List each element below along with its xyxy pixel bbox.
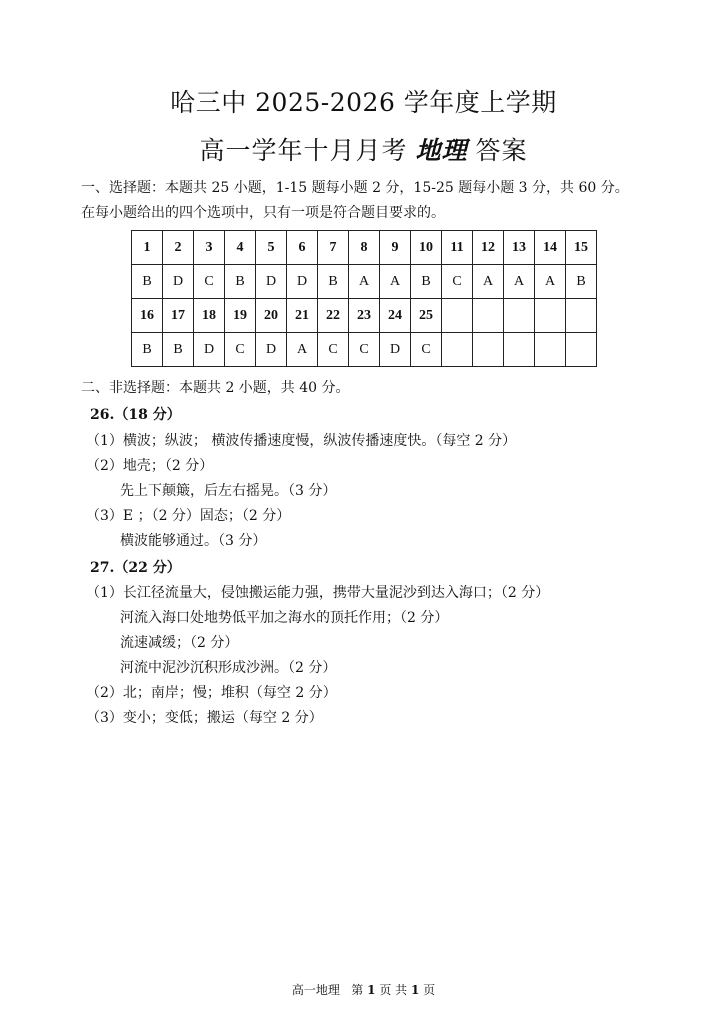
answer-cell: 22 — [318, 299, 349, 333]
answer-cell: 25 — [411, 299, 442, 333]
answer-cell: A — [380, 265, 411, 299]
answer-cell — [566, 299, 597, 333]
answer-cell — [442, 299, 473, 333]
answer-cell: 24 — [380, 299, 411, 333]
answer-cell: 12 — [473, 231, 504, 265]
answer-cell: B — [132, 265, 163, 299]
answer-cell: A — [535, 265, 566, 299]
answer-cell — [504, 333, 535, 367]
answer-cell: 11 — [442, 231, 473, 265]
answer-cell: D — [163, 265, 194, 299]
answer-cell: 19 — [225, 299, 256, 333]
answer-cell: B — [132, 333, 163, 367]
answer-cell: D — [194, 333, 225, 367]
answer-cell: D — [287, 265, 318, 299]
answer-cell: C — [225, 333, 256, 367]
answer-cell: C — [318, 333, 349, 367]
q26-line: 先上下颠簸，后左右摇晃。（3 分） — [120, 483, 337, 499]
answer-cell: C — [194, 265, 225, 299]
answer-cell: 6 — [287, 231, 318, 265]
footer-page-prefix: 第 — [351, 983, 364, 997]
answer-table-row-numbers-1 — [132, 231, 597, 265]
answer-cell — [566, 333, 597, 367]
answer-table — [131, 230, 597, 367]
title-line2-suffix: 答案 — [475, 136, 528, 165]
answer-cell: B — [163, 333, 194, 367]
answer-cell: C — [349, 333, 380, 367]
q27-line: （2）北；南岸；慢；堆积（每空 2 分） — [86, 685, 337, 701]
q26-line: 横波能够通过。（3 分） — [120, 533, 267, 549]
answer-cell: B — [225, 265, 256, 299]
answer-cell: 3 — [194, 231, 225, 265]
section2-heading: 二、非选择题：本题共 2 小题，共 40 分。 — [81, 380, 350, 396]
title-line2-prefix: 高一学年十月月考 — [199, 136, 408, 165]
answer-cell — [442, 333, 473, 367]
q26-line: （1）横波；纵波； 横波传播速度慢，纵波传播速度快。（每空 2 分） — [86, 433, 517, 449]
answer-cell — [473, 299, 504, 333]
answer-cell: 14 — [535, 231, 566, 265]
q27-line: 河流中泥沙沉积形成沙洲。（2 分） — [120, 660, 337, 676]
answer-cell: 1 — [132, 231, 163, 265]
answer-cell — [504, 299, 535, 333]
answer-cell: A — [349, 265, 380, 299]
answer-cell: C — [411, 333, 442, 367]
answer-cell: 21 — [287, 299, 318, 333]
q27-title: 27.（22 分） — [90, 560, 181, 576]
answer-cell: 10 — [411, 231, 442, 265]
answer-cell: D — [380, 333, 411, 367]
answer-cell: 23 — [349, 299, 380, 333]
answer-cell: 7 — [318, 231, 349, 265]
answer-cell — [535, 333, 566, 367]
footer-page-total: 1 — [410, 983, 420, 997]
section1-instruction: 在每小题给出的四个选项中，只有一项是符合题目要求的。 — [81, 205, 445, 221]
answer-cell: C — [442, 265, 473, 299]
answer-cell: B — [318, 265, 349, 299]
answer-cell — [473, 333, 504, 367]
answer-cell: 15 — [566, 231, 597, 265]
answer-table-row-answers-1 — [132, 265, 597, 299]
title-line2 — [0, 134, 727, 168]
answer-cell: 9 — [380, 231, 411, 265]
answer-cell: 13 — [504, 231, 535, 265]
q27-line: （3）变小；变低；搬运（每空 2 分） — [86, 710, 323, 726]
answer-cell: 20 — [256, 299, 287, 333]
answer-cell: 8 — [349, 231, 380, 265]
page-footer — [0, 982, 727, 998]
footer-page-number: 1 — [367, 983, 376, 997]
answer-cell — [535, 299, 566, 333]
answer-table-row-numbers-2 — [132, 299, 597, 333]
answer-cell: 17 — [163, 299, 194, 333]
answer-table-row-answers-2 — [132, 333, 597, 367]
answer-cell: A — [504, 265, 535, 299]
q26-line: （2）地壳；（2 分） — [86, 458, 214, 474]
footer-page-suffix: 页 — [423, 983, 436, 997]
answer-cell: A — [287, 333, 318, 367]
q26-line: （3）E ；（2 分）固态；（2 分） — [86, 508, 291, 524]
answer-cell: D — [256, 265, 287, 299]
answer-cell: B — [411, 265, 442, 299]
q27-line: 流速减缓；（2 分） — [120, 635, 239, 651]
q27-line: 河流入海口处地势低平加之海水的顶托作用；（2 分） — [120, 610, 449, 626]
answer-cell: B — [566, 265, 597, 299]
answer-cell: 5 — [256, 231, 287, 265]
q27-line: （1）长江径流量大，侵蚀搬运能力强，携带大量泥沙到达入海口；（2 分） — [86, 585, 550, 601]
footer-subject: 高一地理 — [291, 983, 340, 997]
answer-cell: 4 — [225, 231, 256, 265]
title-subject: 地理 — [415, 136, 468, 165]
answer-cell: 18 — [194, 299, 225, 333]
answer-cell: D — [256, 333, 287, 367]
title-line1: 哈三中 2025-2026 学年度上学期 — [170, 88, 557, 117]
footer-page-mid: 页 共 — [379, 983, 408, 997]
answer-cell: 2 — [163, 231, 194, 265]
q26-title: 26.（18 分） — [90, 407, 181, 423]
section1-heading: 一、选择题：本题共 25 小题，1-15 题每小题 2 分，15-25 题每小题 3 分，共 60 分。 — [81, 180, 629, 196]
answer-cell: A — [473, 265, 504, 299]
answer-cell: 16 — [132, 299, 163, 333]
